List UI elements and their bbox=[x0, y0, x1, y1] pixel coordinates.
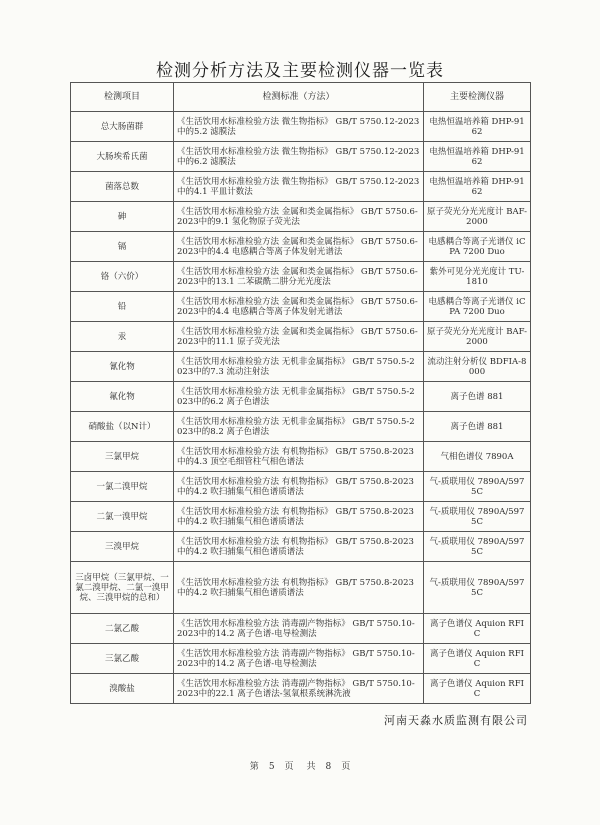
table-body bbox=[71, 112, 531, 704]
row-instrument: 流动注射分析仪 BDFIA-8000 bbox=[424, 352, 531, 382]
table-row bbox=[71, 502, 531, 532]
row-method: 《生活饮用水标准检验方法 微生物指标》 GB/T 5750.12-2023中的6.2 滤膜法 bbox=[174, 142, 424, 172]
row-item: 砷 bbox=[71, 202, 174, 232]
page-title: 检测分析方法及主要检测仪器一览表 bbox=[156, 61, 444, 81]
row-instrument: 原子荧光分光光度计 BAF-2000 bbox=[424, 322, 531, 352]
total-unit: 页 bbox=[341, 762, 351, 772]
table-row bbox=[71, 322, 531, 352]
table-row bbox=[71, 172, 531, 202]
table-row bbox=[71, 232, 531, 262]
row-item: 三氯乙酸 bbox=[71, 644, 174, 674]
row-item: 大肠埃希氏菌 bbox=[71, 142, 174, 172]
row-item: 氟化物 bbox=[71, 382, 174, 412]
row-instrument: 气-质联用仪 7890A/5975C bbox=[424, 562, 531, 614]
header-instrument: 主要检测仪器 bbox=[424, 83, 531, 112]
table-row bbox=[71, 142, 531, 172]
company-name: 河南天淼水质监测有限公司 bbox=[384, 714, 528, 727]
row-method: 《生活饮用水标准检验方法 有机物指标》 GB/T 5750.8-2023中的4.2 吹扫捕集气相色谱质谱法 bbox=[174, 472, 424, 502]
row-method: 《生活饮用水标准检验方法 有机物指标》 GB/T 5750.8-2023中的4.3 顶空毛细管柱气相色谱法 bbox=[174, 442, 424, 472]
row-method: 《生活饮用水标准检验方法 微生物指标》 GB/T 5750.12-2023中的4.1 平皿计数法 bbox=[174, 172, 424, 202]
row-instrument: 离子色谱仪 Aquion RFIC bbox=[424, 614, 531, 644]
row-item: 氰化物 bbox=[71, 352, 174, 382]
row-instrument: 气-质联用仪 7890A/5975C bbox=[424, 502, 531, 532]
row-item: 总大肠菌群 bbox=[71, 112, 174, 142]
row-method: 《生活饮用水标准检验方法 金属和类金属指标》 GB/T 5750.6-2023中的13.1 二苯碳酰二肼分光光度法 bbox=[174, 262, 424, 292]
table-header-row bbox=[71, 83, 531, 112]
row-item: 二氯一溴甲烷 bbox=[71, 502, 174, 532]
methods-table bbox=[70, 82, 531, 704]
row-item: 铅 bbox=[71, 292, 174, 322]
row-method: 《生活饮用水标准检验方法 金属和类金属指标》 GB/T 5750.6-2023中的4.4 电感耦合等离子体发射光谱法 bbox=[174, 292, 424, 322]
table-row bbox=[71, 412, 531, 442]
page-unit: 页 bbox=[284, 762, 294, 772]
row-instrument: 离子色谱仪 Aquion RFIC bbox=[424, 674, 531, 704]
row-instrument: 气-质联用仪 7890A/5975C bbox=[424, 532, 531, 562]
table-row bbox=[71, 442, 531, 472]
table-row bbox=[71, 262, 531, 292]
row-instrument: 原子荧光分光光度计 BAF-2000 bbox=[424, 202, 531, 232]
header-method: 检测标准（方法） bbox=[174, 83, 424, 112]
row-instrument: 电热恒温培养箱 DHP-9162 bbox=[424, 172, 531, 202]
page-footer bbox=[0, 759, 600, 772]
row-item: 汞 bbox=[71, 322, 174, 352]
row-method: 《生活饮用水标准检验方法 微生物指标》 GB/T 5750.12-2023中的5.2 滤膜法 bbox=[174, 112, 424, 142]
row-instrument: 电感耦合等离子光谱仪 iCPA 7200 Duo bbox=[424, 292, 531, 322]
table-row bbox=[71, 472, 531, 502]
table-row bbox=[71, 112, 531, 142]
row-item: 二氯乙酸 bbox=[71, 614, 174, 644]
table-row bbox=[71, 292, 531, 322]
row-item: 菌落总数 bbox=[71, 172, 174, 202]
table-row bbox=[71, 614, 531, 644]
total-prefix: 共 bbox=[306, 762, 316, 772]
row-method: 《生活饮用水标准检验方法 有机物指标》 GB/T 5750.8-2023中的4.2 吹扫捕集气相色谱质谱法 bbox=[174, 502, 424, 532]
table-row bbox=[71, 202, 531, 232]
row-item: 三卤甲烷（三氯甲烷、一氯二溴甲烷、二氯一溴甲烷、三溴甲烷的总和） bbox=[71, 562, 174, 614]
row-instrument: 离子色谱 881 bbox=[424, 382, 531, 412]
row-method: 《生活饮用水标准检验方法 无机非金属指标》 GB/T 5750.5-2023中的7.3 流动注射法 bbox=[174, 352, 424, 382]
row-method: 《生活饮用水标准检验方法 有机物指标》 GB/T 5750.8-2023中的4.2 吹扫捕集气相色谱质谱法 bbox=[174, 532, 424, 562]
table-row bbox=[71, 562, 531, 614]
row-instrument: 电热恒温培养箱 DHP-9162 bbox=[424, 112, 531, 142]
page-prefix: 第 bbox=[249, 762, 259, 772]
row-method: 《生活饮用水标准检验方法 有机物指标》 GB/T 5750.8-2023中的4.2 吹扫捕集气相色谱质谱法 bbox=[174, 562, 424, 614]
row-instrument: 电感耦合等离子光谱仪 iCPA 7200 Duo bbox=[424, 232, 531, 262]
row-instrument: 气相色谱仪 7890A bbox=[424, 442, 531, 472]
table-row bbox=[71, 644, 531, 674]
row-item: 铬（六价） bbox=[71, 262, 174, 292]
header-item: 检测项目 bbox=[71, 83, 174, 112]
row-method: 《生活饮用水标准检验方法 无机非金属指标》 GB/T 5750.5-2023中的8.2 离子色谱法 bbox=[174, 412, 424, 442]
table-row bbox=[71, 382, 531, 412]
row-method: 《生活饮用水标准检验方法 金属和类金属指标》 GB/T 5750.6-2023中的11.1 原子荧光法 bbox=[174, 322, 424, 352]
row-method: 《生活饮用水标准检验方法 无机非金属指标》 GB/T 5750.5-2023中的6.2 离子色谱法 bbox=[174, 382, 424, 412]
page-number: 5 bbox=[268, 762, 275, 772]
row-method: 《生活饮用水标准检验方法 消毒副产物指标》 GB/T 5750.10-2023中的14.2 离子色谱-电导检测法 bbox=[174, 644, 424, 674]
total-pages: 8 bbox=[325, 762, 332, 772]
row-method: 《生活饮用水标准检验方法 金属和类金属指标》 GB/T 5750.6-2023中的9.1 氢化物原子荧光法 bbox=[174, 202, 424, 232]
row-item: 一氯二溴甲烷 bbox=[71, 472, 174, 502]
row-method: 《生活饮用水标准检验方法 消毒副产物指标》 GB/T 5750.10-2023中的22.1 离子色谱法-氢氧根系统淋洗液 bbox=[174, 674, 424, 704]
table-row bbox=[71, 532, 531, 562]
row-method: 《生活饮用水标准检验方法 金属和类金属指标》 GB/T 5750.6-2023中的4.4 电感耦合等离子体发射光谱法 bbox=[174, 232, 424, 262]
row-instrument: 气-质联用仪 7890A/5975C bbox=[424, 472, 531, 502]
row-item: 镉 bbox=[71, 232, 174, 262]
row-instrument: 离子色谱仪 Aquion RFIC bbox=[424, 644, 531, 674]
row-item: 硝酸盐（以N计） bbox=[71, 412, 174, 442]
row-instrument: 紫外可见分光光度计 TU-1810 bbox=[424, 262, 531, 292]
row-item: 三氯甲烷 bbox=[71, 442, 174, 472]
table-row bbox=[71, 674, 531, 704]
row-item: 三溴甲烷 bbox=[71, 532, 174, 562]
row-method: 《生活饮用水标准检验方法 消毒副产物指标》 GB/T 5750.10-2023中的14.2 离子色谱-电导检测法 bbox=[174, 614, 424, 644]
table-row bbox=[71, 352, 531, 382]
row-item: 溴酸盐 bbox=[71, 674, 174, 704]
row-instrument: 离子色谱 881 bbox=[424, 412, 531, 442]
row-instrument: 电热恒温培养箱 DHP-9162 bbox=[424, 142, 531, 172]
